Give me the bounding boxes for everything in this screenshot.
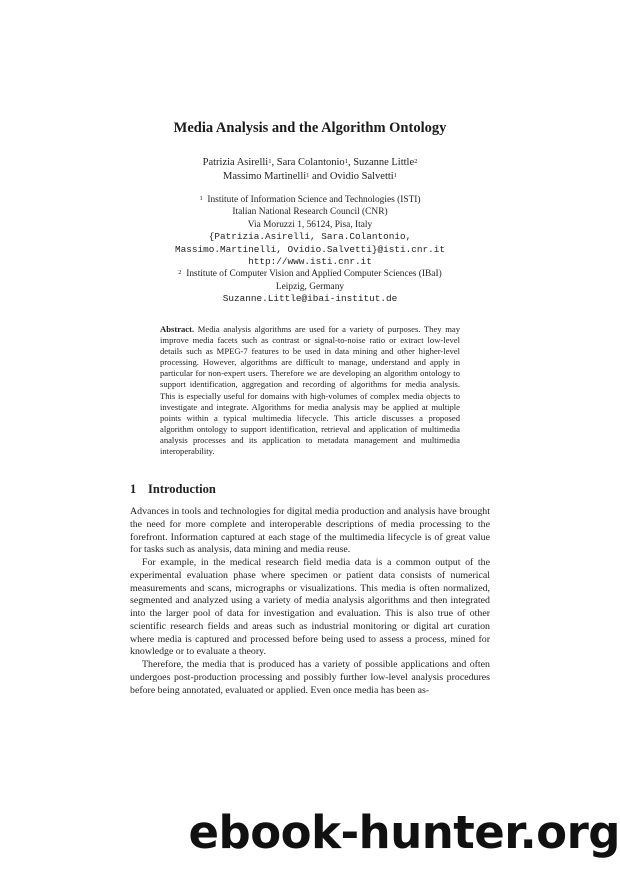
affiliations xyxy=(0,194,620,306)
author-name: Sara Colantonio xyxy=(276,157,345,168)
section-number: 1 xyxy=(130,482,137,496)
author-affiliation-marker: 1 xyxy=(268,158,272,165)
abstract-text: Media analysis algorithms are used for a variety of purposes. They may improve media facets such as contrast or signal-to-noise ratio or extract low-level details such as MPEG-7 features to be used in data mining and other higher-level processing. However, algorithms are difficult to manage, understand and apply in particular for non-expert users. Therefore we are developing an algorithm ontology to support identification, aggregation and recording of algorithms for media analysis. This is especially useful for domains with high-volumes of complex media objects to investigate and integrate. Algorithms for media analysis may be applied at multiple points within a typical multimedia lifecycle. This article discusses a proposed algorithm ontology to support identification, retrieval and application of multimedia analysis processes and its application to metadata management and multimedia interoperability. xyxy=(160,324,460,457)
affiliation-2-email[interactable]: Suzanne.Little@ibai-institut.de xyxy=(222,293,398,305)
author-affiliation-marker: 1 xyxy=(344,158,348,165)
author-line-1: Patrizia Asirelli$^1$, Sara Colantonio$^1$, Suzanne Little$^2$ xyxy=(202,157,418,168)
watermark-text: ebook-hunter.org xyxy=(188,806,620,859)
author-line-2: Massimo Martinelli$^1$ and Ovidio Salvetti$^1$ xyxy=(223,171,397,182)
affiliation-1-email-line-1[interactable]: {Patrizia.Asirelli, Sara.Colantonio, xyxy=(208,231,412,243)
abstract xyxy=(160,324,460,457)
section-heading xyxy=(130,482,216,497)
author-affiliation-marker: 1 xyxy=(393,172,397,179)
author-affiliation-marker: 1 xyxy=(306,172,310,179)
section-title: Introduction xyxy=(148,482,216,496)
affiliation-1-url[interactable]: http://www.isti.cnr.it xyxy=(248,256,372,268)
affiliation-2-address: Leipzig, Germany xyxy=(275,281,345,292)
paragraph-1: Advances in tools and technologies for digital media production and analysis have brought the need for more complete and interoperable descriptions of media processing to the forefront. Information captured at each stage of the multimedia lifecycle is of great value for tasks such as analysis, data mining and media reuse. xyxy=(130,506,490,556)
affiliation-2-name: $^2$ Institute of Computer Vision and Applied Computer Sciences (IBaI) xyxy=(178,269,442,280)
paragraph-3: Therefore, the media that is produced has a variety of possible applications and often undergoes post-production processing and possibly further low-level analysis procedures before being annotated, evaluated or applied. Even once media has been as- xyxy=(130,659,490,696)
author-name: Suzanne Little xyxy=(353,157,415,168)
author-affiliation-marker: 2 xyxy=(414,158,418,165)
paragraph-2: For example, in the medical research field media data is a common output of the experimental evaluation phase where specimen or patient data consists of numerical measurements and scans, micrographs or visualizations. This media is often normalized, segmented and analyzed using a variety of media analysis algorithms and then integrated into the larger pool of data for investigation and evaluation. This is also true of other scientific research fields and areas such as industrial monitoring or digital art curation where media is captured and processed before being used to assess a process, mined for knowledge or to evaluate a theory. xyxy=(130,557,490,658)
paper-title: Media Analysis and the Algorithm Ontology xyxy=(173,120,447,136)
affiliation-1-org: Italian National Research Council (CNR) xyxy=(232,207,388,218)
author-list xyxy=(0,156,620,184)
affiliation-1-name: $^1$ Institute of Information Science and Technologies (ISTI) xyxy=(199,195,421,205)
author-name: Ovidio Salvetti xyxy=(329,171,394,182)
affiliation-1-address: Via Moruzzi 1, 56124, Pisa, Italy xyxy=(247,219,373,230)
author-name: Patrizia Asirelli xyxy=(202,157,269,168)
affiliation-1-email-line-2[interactable]: Massimo.Martinelli, Ovidio.Salvetti}@isti.cnr.it xyxy=(174,243,446,255)
body-text xyxy=(130,506,490,697)
abstract-label: Abstract. xyxy=(160,324,195,334)
author-name: Massimo Martinelli xyxy=(223,171,307,182)
